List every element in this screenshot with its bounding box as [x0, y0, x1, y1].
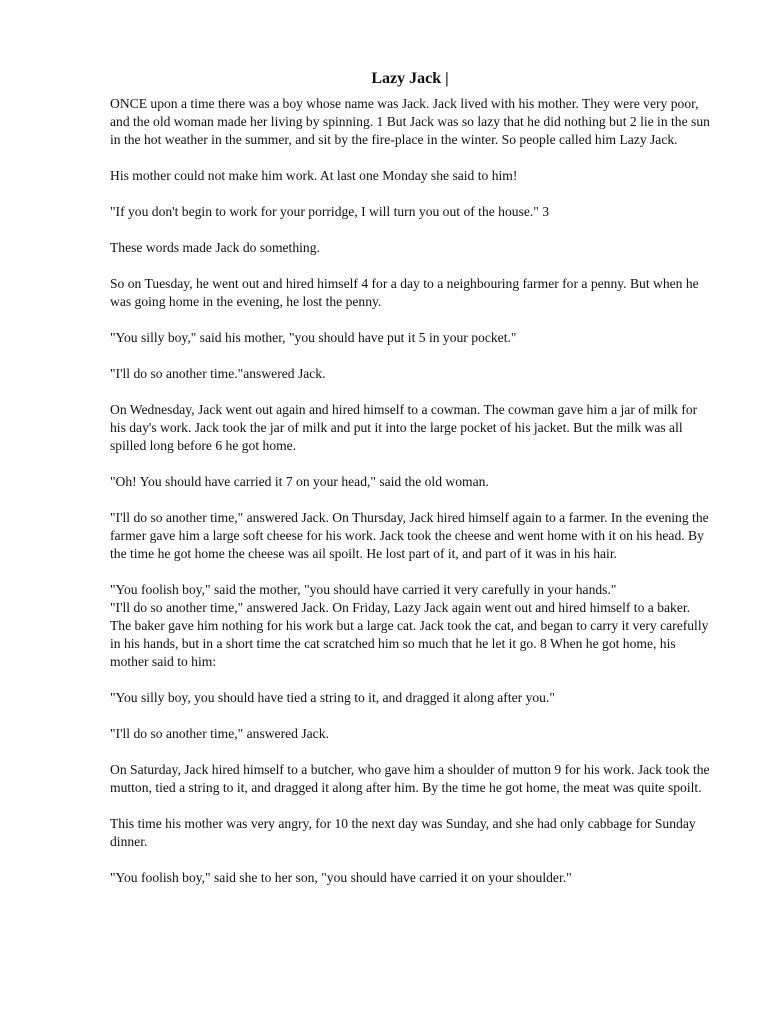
- paragraph: "You foolish boy," said she to her son, "you should have carried it on your shoulder.": [110, 870, 572, 885]
- paragraph: On Saturday, Jack hired himself to a butcher, who gave him a shoulder of mutton 9 for his work. Jack took the mutton, tied a string to it, and dragged it along after him. By the time he got home, the meat was quite spoilt.: [110, 762, 710, 795]
- paragraph: "You silly boy, you should have tied a string to it, and dragged it along after you.": [110, 690, 555, 705]
- document-title: Lazy Jack |: [371, 70, 449, 87]
- paragraph: "I'll do so another time," answered Jack. On Thursday, Jack hired himself again to a farmer. In the evening the farmer gave him a large soft cheese for his work. Jack took the cheese and went home with it on his head. By the time he got home the cheese was ail spoilt. He lost part of it, and part of it was in his hair.: [110, 510, 709, 561]
- paragraph: "I'll do so another time."answered Jack.: [110, 366, 326, 381]
- paragraph: "I'll do so another time," answered Jack. On Friday, Lazy Jack again went out and hired himself to a baker. The baker gave him nothing for his work but a large cat. Jack took the cat, and began to carry it very carefully in his hands, but in a short time the cat scratched him so much that he let it go. 8 When he got home, his mother said to him:: [110, 600, 709, 669]
- paragraph: ONCE upon a time there was a boy whose name was Jack. Jack lived with his mother. They were very poor, and the old woman made her living by spinning. 1 But Jack was so lazy that he did nothing but 2 lie in the sun in the hot weather in the summer, and sit by the fire-place in the winter. So people called him Lazy Jack.: [110, 96, 710, 147]
- paragraph: So on Tuesday, he went out and hired himself 4 for a day to a neighbouring farmer for a penny. But when he was going home in the evening, he lost the penny.: [110, 276, 699, 309]
- paragraph: These words made Jack do something.: [110, 240, 320, 255]
- paragraph: "Oh! You should have carried it 7 on your head," said the old woman.: [110, 474, 489, 489]
- paragraph: "If you don't begin to work for your porridge, I will turn you out of the house." 3: [110, 204, 550, 219]
- document-page: [110, 68, 710, 905]
- paragraph: "You silly boy," said his mother, "you should have put it 5 in your pocket.": [110, 330, 517, 345]
- paragraph: "You foolish boy," said the mother, "you should have carried it very carefully in your hands.": [110, 582, 617, 597]
- paragraph: This time his mother was very angry, for 10 the next day was Sunday, and she had only cabbage for Sunday dinner.: [110, 816, 696, 849]
- paragraph: "I'll do so another time," answered Jack.: [110, 726, 329, 741]
- paragraph: His mother could not make him work. At last one Monday she said to him!: [110, 168, 518, 183]
- paragraph: On Wednesday, Jack went out again and hired himself to a cowman. The cowman gave him a jar of milk for his day's work. Jack took the jar of milk and put it into the large pocket of his jacket. But the milk was all spilled long before 6 he got home.: [110, 402, 698, 453]
